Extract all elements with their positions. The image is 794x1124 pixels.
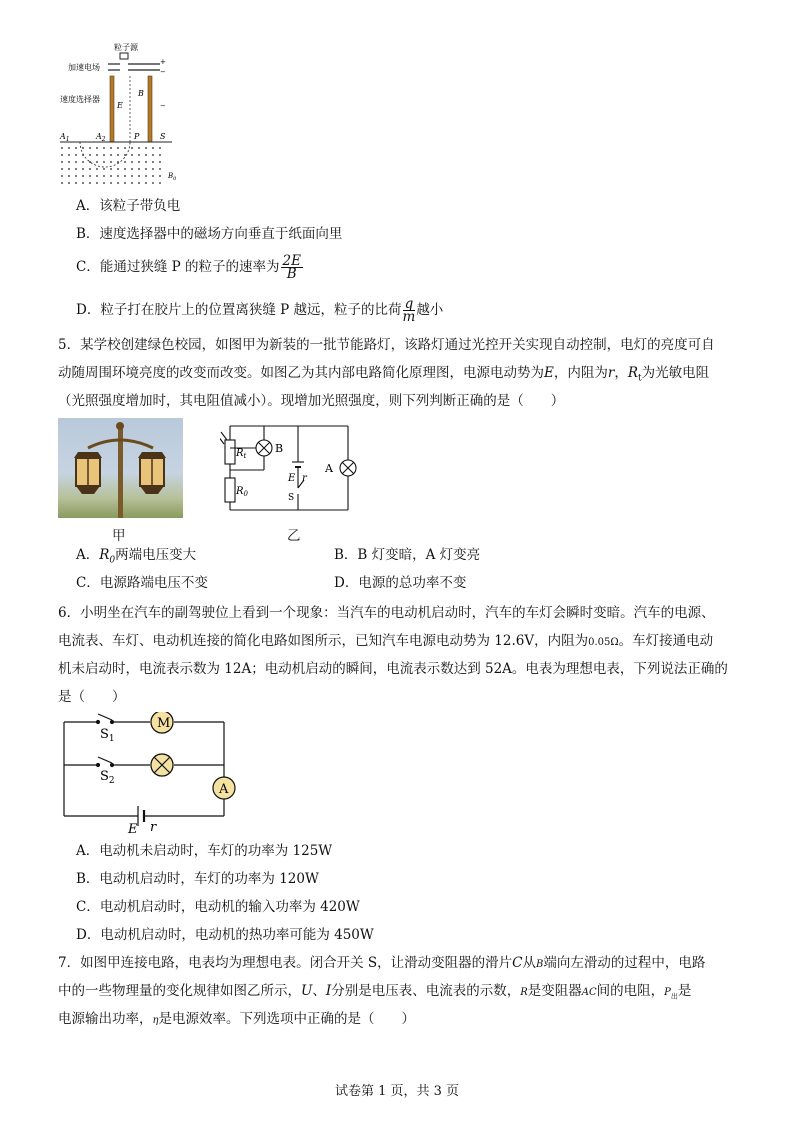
- field-dot: [89, 147, 91, 149]
- field-dot: [145, 161, 147, 163]
- field-dot: [75, 147, 77, 149]
- field-dot: [138, 182, 140, 184]
- label-rt: $R_t$: [236, 448, 247, 460]
- q7-stem-line2: 中的一些物理量的变化规律如图乙所示，U、I分别是电压表、电流表的示数，R是变阻器AC间的电阻，$P_出$是: [58, 983, 692, 1001]
- field-dot: [82, 147, 84, 149]
- field-dot: [145, 168, 147, 170]
- field-dot: [96, 168, 98, 170]
- label-s: S: [288, 493, 295, 503]
- field-dot: [152, 182, 154, 184]
- label-a2: $A_2$: [96, 132, 106, 143]
- internal-r-label: r: [150, 820, 157, 835]
- q5-option-c: C．电源路端电压不变: [76, 575, 208, 591]
- field-dot: [159, 168, 161, 170]
- motor-label: M: [157, 716, 171, 731]
- field-dot: [75, 168, 77, 170]
- field-dot: [68, 161, 70, 163]
- field-dot: [138, 154, 140, 156]
- b-field-label: B: [138, 89, 144, 98]
- field-dot: [96, 161, 98, 163]
- field-dot: [145, 154, 147, 156]
- field-dot: [159, 182, 161, 184]
- q5-option-b: B．B 灯变暗，A 灯变亮: [334, 547, 481, 563]
- field-dot: [124, 154, 126, 156]
- field-dot: [110, 147, 112, 149]
- q5-option-a: A．$R_0$两端电压变大: [76, 547, 197, 566]
- field-dot: [103, 147, 105, 149]
- field-dot: [131, 168, 133, 170]
- field-dot: [138, 161, 140, 163]
- field-dot: [110, 182, 112, 184]
- mass-spectrometer-figure: [56, 40, 186, 190]
- label-lamp-b: B: [275, 442, 284, 455]
- q5-circuit-diagram: [220, 418, 360, 518]
- q6-stem-line1: 6．小明坐在汽车的副驾驶位上看到一个现象：当汽车的电动机启动时，汽车的车灯会瞬时变暗。汽车的电源、: [58, 605, 715, 621]
- label-r: r: [302, 473, 307, 484]
- minus-sign: −: [160, 102, 166, 110]
- q4-option-d: D．粒子打在胶片上的位置离狭缝 P 越远，粒子的比荷 $\frac{q}{m}$ 越小: [76, 296, 444, 325]
- field-dot: [124, 182, 126, 184]
- field-dot: [75, 154, 77, 156]
- field-dot: [103, 161, 105, 163]
- q6-option-d: D．电动机启动时，电动机的热功率可能为 450W: [76, 927, 374, 943]
- field-dot: [82, 182, 84, 184]
- switch-s2-label: $S_2$: [100, 769, 115, 786]
- field-dot: [82, 154, 84, 156]
- field-dot: [124, 161, 126, 163]
- q5-stem-line2: 动随周围环境亮度的改变而改变。如图乙为其内部电路简化原理图，电源电动势为E，内阻为r，$R_t$为光敏电阻: [58, 365, 710, 384]
- field-dot: [117, 182, 119, 184]
- field-dot: [89, 168, 91, 170]
- field-dot: [131, 154, 133, 156]
- field-dot: [159, 154, 161, 156]
- label-b0: $B_0$: [168, 172, 177, 182]
- accel-field-label: 加速电场: [68, 63, 100, 72]
- field-dot: [138, 168, 140, 170]
- field-dot: [145, 182, 147, 184]
- field-dot: [117, 161, 119, 163]
- q4-option-a: A．该粒子带负电: [76, 198, 181, 214]
- q6-option-c: C．电动机启动时，电动机的输入功率为 420W: [76, 899, 360, 915]
- field-dot: [82, 175, 84, 177]
- caption-yi: 乙: [287, 528, 301, 544]
- street-lamp-photo: [58, 418, 183, 518]
- field-dot: [131, 161, 133, 163]
- label-s: S: [160, 132, 166, 141]
- label-e: E: [288, 473, 296, 484]
- q6-stem-line3: 机未启动时，电流表示数为 12A；电动机启动的瞬间，电流表示数达到 52A。电表为理想电表，下列说法正确的: [58, 661, 728, 677]
- q6-option-b: B．电动机启动时，车灯的功率为 120W: [76, 871, 319, 887]
- field-dot: [110, 175, 112, 177]
- field-dot: [68, 147, 70, 149]
- ammeter-label: A: [219, 782, 229, 797]
- field-dot: [96, 154, 98, 156]
- field-dot: [117, 168, 119, 170]
- e-field-label: E: [117, 101, 123, 110]
- field-dot: [82, 168, 84, 170]
- q5-option-d: D．电源的总功率不变: [334, 575, 467, 591]
- field-dot: [152, 147, 154, 149]
- field-dot: [89, 175, 91, 177]
- field-dot: [138, 147, 140, 149]
- q6-option-a: A．电动机未启动时，车灯的功率为 125W: [76, 843, 333, 859]
- source-label: 粒子源: [114, 43, 138, 52]
- field-dot: [110, 161, 112, 163]
- field-dot: [61, 168, 63, 170]
- field-dot: [152, 154, 154, 156]
- field-dot: [145, 147, 147, 149]
- q6-circuit-diagram: [58, 712, 248, 837]
- field-dot: [96, 147, 98, 149]
- field-dot: [124, 168, 126, 170]
- page-footer: 试卷第 1 页，共 3 页: [334, 1084, 460, 1099]
- field-dot: [61, 175, 63, 177]
- field-dot: [68, 182, 70, 184]
- field-dot: [124, 147, 126, 149]
- field-dot: [68, 175, 70, 177]
- field-dot: [61, 161, 63, 163]
- field-dot: [89, 182, 91, 184]
- field-dot: [110, 168, 112, 170]
- label-a1: $A_1$: [60, 132, 70, 143]
- field-dot: [152, 161, 154, 163]
- switch-s1-label: $S_1$: [100, 727, 115, 744]
- q7-stem-line3: 电源输出功率，η是电源效率。下列选项中正确的是（ ）: [58, 1011, 415, 1027]
- field-dot: [103, 168, 105, 170]
- q7-stem-line1: 7．如图甲连接电路，电表均为理想电表。闭合开关 S，让滑动变阻器的滑片C从B端向左滑动的过程中，电路: [58, 955, 706, 971]
- field-dot: [159, 147, 161, 149]
- field-dot: [110, 154, 112, 156]
- q4-option-b: B．速度选择器中的磁场方向垂直于纸面向里: [76, 226, 343, 242]
- field-dot: [96, 175, 98, 177]
- q6-stem-line4: 是（ ）: [58, 689, 126, 705]
- field-dot: [89, 154, 91, 156]
- field-dot: [75, 161, 77, 163]
- minus-sign-top: −: [160, 68, 166, 76]
- field-dot: [103, 175, 105, 177]
- field-dot: [96, 182, 98, 184]
- field-dot: [138, 175, 140, 177]
- field-dot: [117, 175, 119, 177]
- field-dot: [131, 175, 133, 177]
- field-dot: [117, 147, 119, 149]
- field-dot: [117, 154, 119, 156]
- q6-stem-line2: 电流表、车灯、电动机连接的简化电路如图所示，已知汽车电源电动势为 12.6V，内阻为0.05Ω。车灯接通电动: [58, 633, 714, 649]
- field-dot: [75, 182, 77, 184]
- q5-stem-line3: （光照强度增加时，其电阻值减小）。现增加光照强度，则下列判断正确的是（ ）: [58, 393, 565, 409]
- plus-sign: +: [160, 58, 166, 66]
- field-dot: [61, 147, 63, 149]
- field-dot: [68, 154, 70, 156]
- field-dot: [159, 175, 161, 177]
- velocity-selector-label: 速度选择器: [60, 95, 100, 104]
- field-dot: [61, 182, 63, 184]
- field-dot: [89, 161, 91, 163]
- label-p: P: [134, 132, 140, 141]
- field-dot: [103, 182, 105, 184]
- caption-jia: 甲: [112, 528, 126, 544]
- field-dot: [103, 154, 105, 156]
- field-dot: [152, 168, 154, 170]
- field-dot: [159, 161, 161, 163]
- field-dot: [131, 147, 133, 149]
- label-lamp-a: A: [325, 462, 333, 475]
- field-dot: [75, 175, 77, 177]
- q4-option-c: C．能通过狭缝 P 的粒子的速率为 $\frac{2E}{B}$: [76, 253, 301, 282]
- label-r0: $R_0$: [236, 486, 248, 498]
- field-dot: [61, 154, 63, 156]
- field-dot: [145, 175, 147, 177]
- field-dot: [82, 161, 84, 163]
- q5-stem-line1: 5．某学校创建绿色校园，如图甲为新装的一批节能路灯，该路灯通过光控开关实现自动控制，电灯的亮度可自: [58, 337, 715, 353]
- field-dot: [131, 182, 133, 184]
- emf-label: E: [128, 822, 138, 837]
- field-dot: [152, 175, 154, 177]
- field-dot: [124, 175, 126, 177]
- field-dot: [68, 168, 70, 170]
